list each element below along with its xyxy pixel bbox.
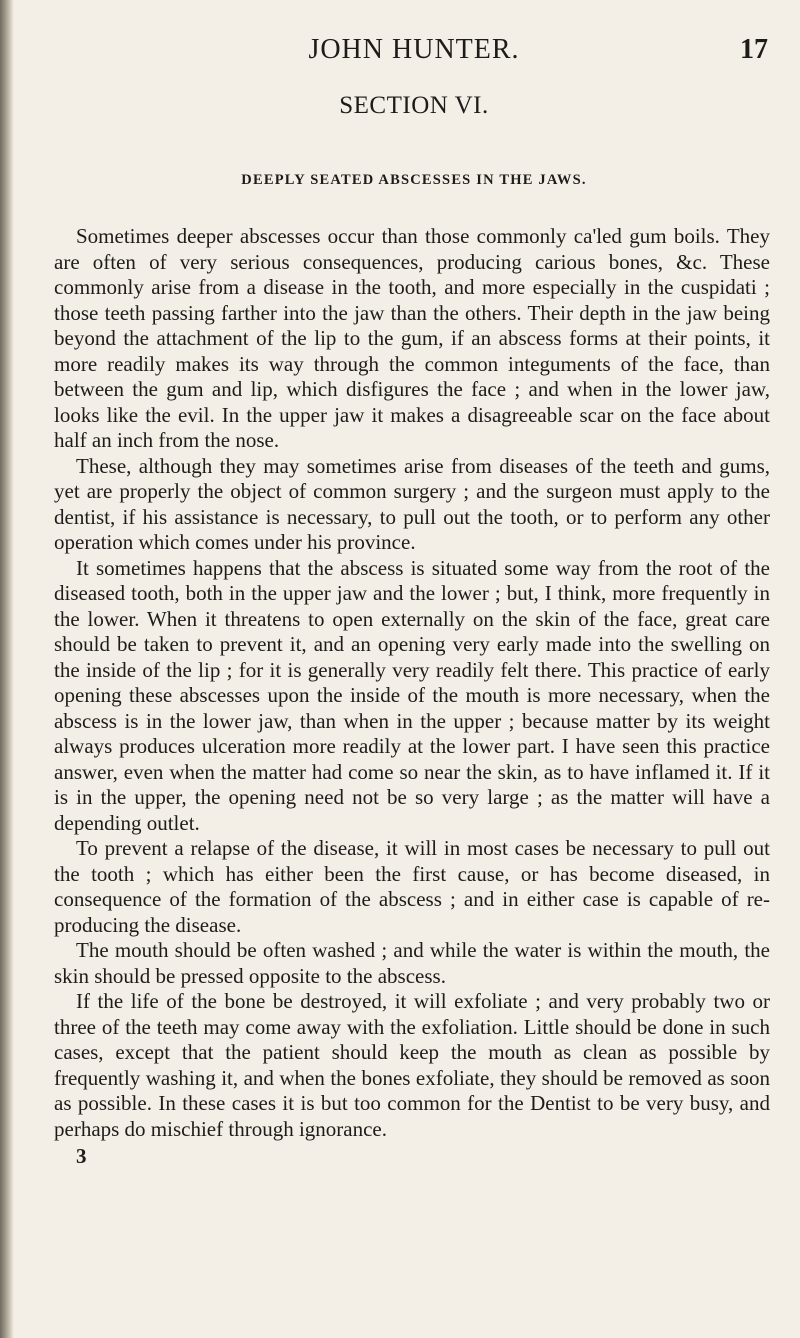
paragraph: It sometimes happens that the abscess is situated some way from the root of the diseased tooth, both in the upper jaw and the lower ; but, I think, more frequently in the lower. When it threatens to open externally on the skin of the face, great care should be taken to prevent it, and an opening very early made into the swelling on the inside of the lip ; for it is generally very readily felt there. This practice of early opening these abscesses upon the inside of the mouth is more necessary, when the abscess is in the lower jaw, than when in the upper ; because matter by its weight always produces ulceration more readily at the lower part. I have seen this practice answer, even when the matter had come so near the skin, as to have inflamed it. If it is in the upper, the opening need not be so very large ; as the matter will have a depending outlet. — [54, 555, 770, 835]
paragraph: The mouth should be often washed ; and while the water is within the mouth, the skin should be pressed opposite to the abscess. — [54, 938, 770, 988]
paragraph: To prevent a relapse of the disease, it will in most cases be necessary to pull out the tooth ; which has either been the first cause, or has become diseased, in consequence of the formation of the abscess ; and in either case is capable of re-producing the disease. — [54, 836, 770, 937]
book-page — [54, 0, 774, 1338]
section-heading: SECTION VI. — [339, 92, 489, 119]
signature-mark: 3 — [76, 1144, 87, 1168]
running-head — [54, 34, 774, 74]
section-subtitle: DEEPLY SEATED ABSCESSES IN THE JAWS. — [241, 172, 587, 188]
page-number: 17 — [740, 34, 768, 65]
book-spine-shadow — [0, 0, 14, 1338]
running-head-title: JOHN HUNTER. — [308, 34, 520, 65]
paragraph: If the life of the bone be destroyed, it will exfoliate ; and very probably two or three of the teeth may come away with the exfoliation. Little should be done in such cases, except that the patient should keep the mouth as clean as possible by frequently washing it, and when the bones exfoliate, they should be removed as soon as possible. In these cases it is but too common for the Dentist to be very busy, and perhaps do mischief through ignorance. — [54, 989, 770, 1141]
body-text — [54, 224, 770, 1142]
paragraph: Sometimes deeper abscesses occur than those commonly ca'led gum boils. They are often of very serious consequences, producing carious bones, &c. These commonly arise from a disease in the tooth, and more especially in the cuspidati ; those teeth passing farther into the jaw than the others. Their depth in the jaw being beyond the attachment of the lip to the gum, if an abscess forms at their points, it more readily makes its way through the common integuments of the face, than between the gum and lip, which disfigures the face ; and when in the lower jaw, looks like the evil. In the upper jaw it makes a disagreeable scar on the face about half an inch from the nose. — [54, 224, 770, 452]
paragraph: These, although they may sometimes arise from diseases of the teeth and gums, yet are properly the object of common surgery ; and the surgeon must apply to the dentist, if his assistance is necessary, to pull out the tooth, or to perform any other operation which comes under his province. — [54, 453, 770, 554]
